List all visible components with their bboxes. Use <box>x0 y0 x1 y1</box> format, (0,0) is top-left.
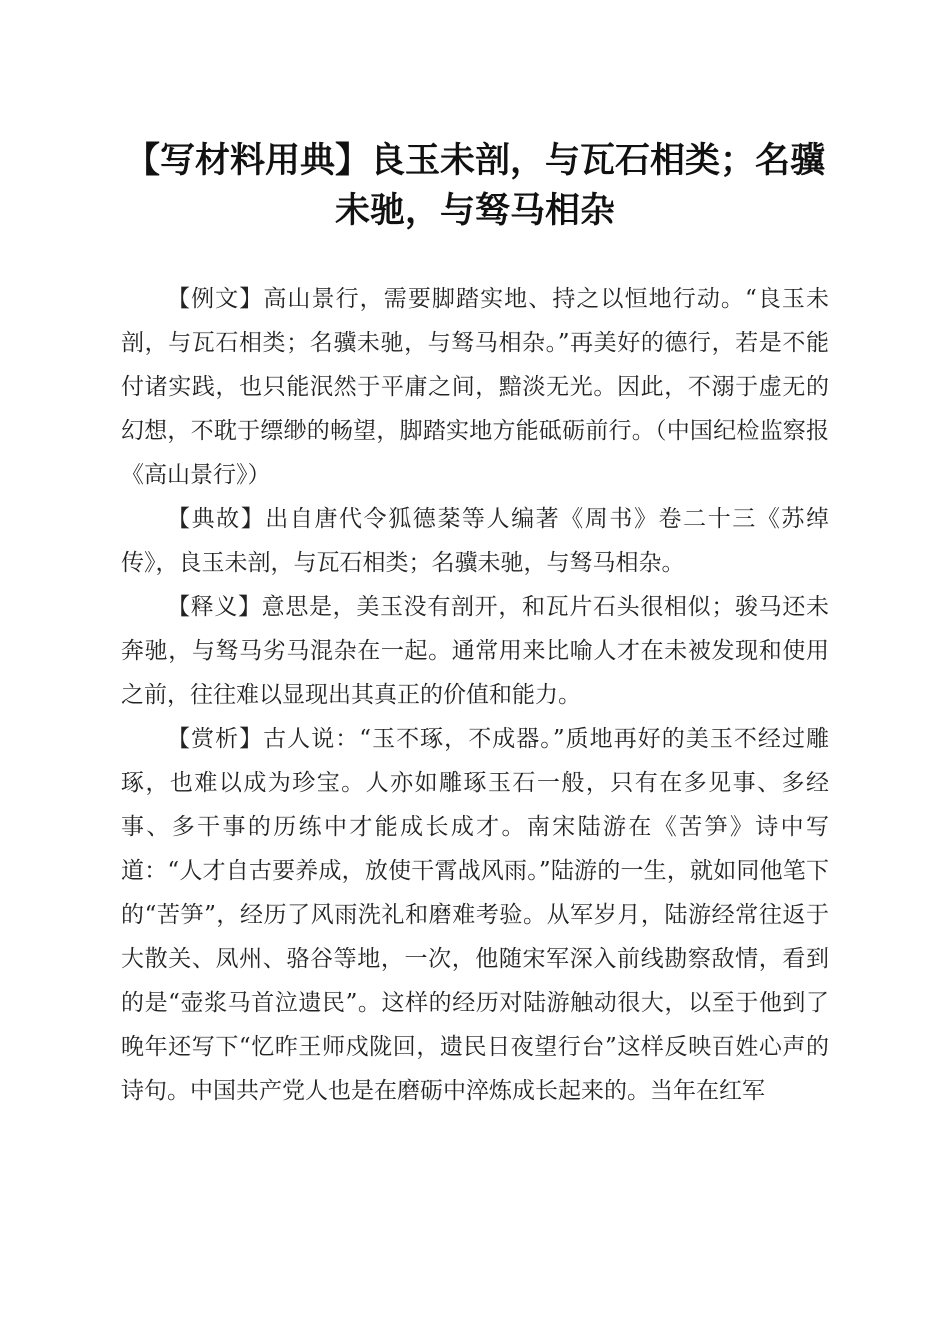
paragraph-example: 【例文】高山景行，需要脚踏实地、持之以恒地行动。“良玉未剖，与瓦石相类；名骥未驰，与驽马相杂。”再美好的德行，若是不能付诸实践，也只能泯然于平庸之间，黯淡无光。因此，不溺于虚无的幻想，不耽于缥缈的畅望，脚踏实地方能砥砺前行。（中国纪检监察报《高山景行》） <box>121 286 829 488</box>
paragraph-source: 【典故】出自唐代令狐德棻等人编著《周书》卷二十三《苏绰传》，良玉未剖，与瓦石相类；名骥未驰，与驽马相杂。 <box>121 506 829 576</box>
paragraph-appreciation: 【赏析】古人说：“玉不琢，不成器。”质地再好的美玉不经过雕琢，也难以成为珍宝。人亦如雕琢玉石一般，只有在多见事、多经事、多干事的历练中才能成长成才。南宋陆游在《苦笋》诗中写道：“人才自古要养成，放使干霄战风雨。”陆游的一生，就如同他笔下的“苦笋”，经历了风雨洗礼和磨难考验。从军岁月，陆游经常往返于大散关、凤州、骆谷等地，一次，他随宋军深入前线勘察敌情，看到的是“壶浆马首泣遗民”。这样的经历对陆游触动很大，以至于他到了晚年还写下“忆昨王师戍陇回，遗民日夜望行台”这样反映百姓心声的诗句。中国共产党人也是在磨砺中淬炼成长起来的。当年在红军 <box>121 726 829 1104</box>
document-body <box>121 277 829 1113</box>
document-title: 【写材料用典】良玉未剖，与瓦石相类；名骥未驰，与驽马相杂 <box>124 140 825 231</box>
paragraph-meaning: 【释义】意思是，美玉没有剖开，和瓦片石头很相似；骏马还未奔驰，与驽马劣马混杂在一起。通常用来比喻人才在未被发现和使用之前，往往难以显现出其真正的价值和能力。 <box>121 594 829 708</box>
